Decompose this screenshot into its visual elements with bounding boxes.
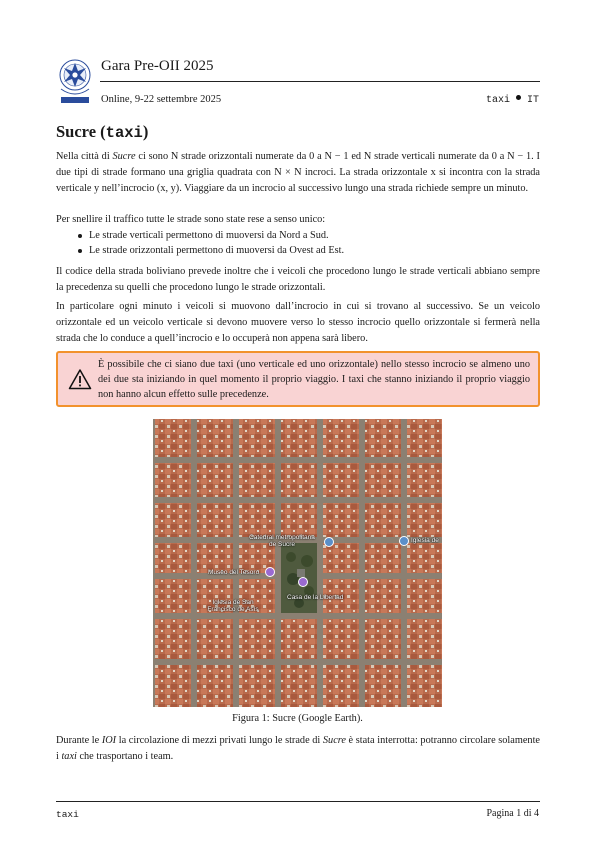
paragraph-movement: In particolare ogni minuto i veicoli si muovono dall’incrocio in cui si trovano al successivo. Se un veicolo orizzontale ed un veicolo verticale si devono muovere verso lo stesso incrocio quello orizzontale si fermerà nella strada che lo conduce a quell’incrocio e lo occuperà non appena sarà libero. — [56, 301, 540, 344]
city-name: Sucre — [322, 735, 346, 746]
footer-divider — [56, 801, 540, 802]
text-span: Nella città di — [56, 151, 113, 162]
task-title: Sucre (taxi) — [56, 122, 149, 142]
page-number: Pagina 1 di 4 — [486, 808, 539, 819]
map-label: Iglesia de — [411, 537, 439, 544]
paragraph-one-way: Per snellire il traffico tutte le strade sono state rese a senso unico: — [56, 214, 326, 225]
oii-logo — [55, 55, 95, 105]
text-span: ci sono N strade orizzontali numerate da 0 a N − 1 ed N strade verticali numerate da 0 a N − 1. I due tipi di strade formano una griglia quadrata con N × N incroci. La strada orizzontale x si incontra con la strada verticale y nell’incrocio (x, y). Viaggiare da un incrocio al successivo lungo una strada richiede sempre un minuto. — [56, 151, 540, 194]
footer-task-code: taxi — [56, 809, 79, 820]
map-label: Casa de la Libertad — [287, 594, 344, 601]
paragraph-priority: Il codice della strada boliviano prevede inoltre che i veicoli che procedono lungo le strade verticali abbiano sempre la precedenza su quelli che procedono lungo le strade orizzontali. — [56, 266, 540, 293]
text-span: è stata interrotta: potranno circolare solamente i — [56, 735, 540, 762]
warning-triangle-icon — [68, 368, 92, 390]
text-span: Durante le — [56, 735, 102, 746]
list-item: Le strade verticali permettono di muoversi da Nord a Sud. — [76, 228, 344, 243]
task-code: taxi — [105, 124, 143, 142]
warning-box — [56, 351, 540, 407]
map-pin-icon — [298, 577, 308, 587]
sucre-satellite-map — [153, 419, 442, 707]
text-span: la circolazione di mezzi privati lungo le strade di — [116, 735, 323, 746]
map-label: Catedral metropolitana de Sucre — [249, 534, 315, 548]
bullet-separator — [516, 95, 521, 100]
rules-list — [76, 228, 344, 258]
header-divider — [100, 81, 540, 82]
map-pin-icon — [324, 537, 334, 547]
city-name: Sucre — [112, 151, 136, 162]
warning-text: È possibile che ci siano due taxi (uno verticale ed uno orizzontale) nello stesso incrocio se almeno uno dei due sta iniziando in quel momento il proprio viaggio. I taxi che stanno iniziando il proprio viaggio non hanno alcun effetto sulle precedenze. — [98, 359, 530, 400]
paragraph-ioi — [56, 733, 540, 765]
map-pin-icon — [265, 567, 275, 577]
text-span: che trasportano i team. — [76, 751, 174, 762]
contest-title: Gara Pre-OII 2025 — [101, 58, 214, 74]
figure-caption: Figura 1: Sucre (Google Earth). — [232, 713, 363, 724]
task-language-tag — [486, 94, 539, 106]
emphasis-taxi: taxi — [61, 751, 77, 762]
header-task-code: taxi — [485, 95, 510, 106]
task-name: Sucre — [56, 122, 97, 141]
map-label: Iglesia de San Francisco de Asís — [207, 599, 259, 613]
paragraph-intro — [56, 149, 540, 197]
map-image — [153, 419, 442, 707]
list-item: Le strade orizzontali permettono di muoversi da Ovest ad Est. — [76, 243, 344, 258]
map-label: Museo del Tesoro — [208, 569, 260, 576]
language-code: IT — [526, 95, 539, 106]
contest-dates: Online, 9-22 settembre 2025 — [101, 94, 222, 105]
emphasis-ioi: IOI — [101, 735, 117, 746]
map-pin-icon — [399, 536, 409, 546]
